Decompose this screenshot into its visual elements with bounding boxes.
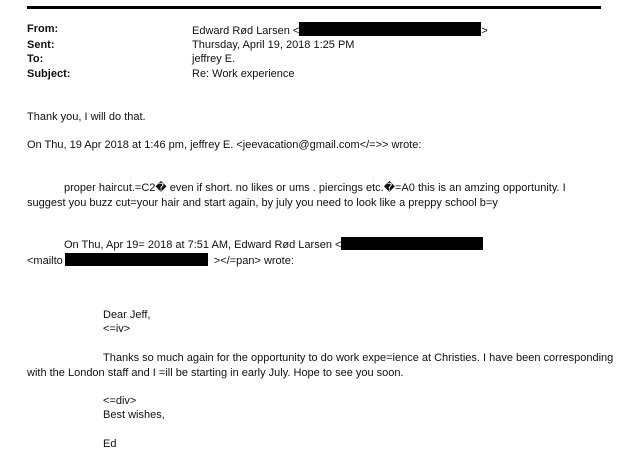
header-subject-row [27, 67, 607, 83]
from-name: Edward Rød Larsen < [192, 25, 300, 37]
quote1-attribution: On Thu, 19 Apr 2018 at 1:46 pm, jeffrey E. <jeevacation@gmail.com</=>> wrote: [27, 139, 422, 151]
redaction-block [341, 237, 483, 250]
tag2: <=div> [103, 395, 137, 407]
quote1-line1: proper haircut.=C2� even if short. no likes or ums . piercings etc.�=A0 this is an amzing opportunity. I [64, 182, 566, 194]
redaction-block [65, 253, 208, 266]
quote2-mailto-suffix: ></=pan> wrote: [213, 255, 294, 267]
subject-label: Subject: [27, 68, 71, 80]
from-value [192, 22, 488, 39]
redaction-block [299, 22, 481, 36]
from-end: > [481, 25, 488, 37]
quote2-attribution: On Thu, Apr 19= 2018 at 7:51 AM, Edward Rød Larsen < [64, 239, 342, 251]
greeting: Dear Jeff, [103, 309, 151, 321]
subject-value: Re: Work experience [192, 68, 295, 80]
reply-text: Thank you, I will do that. [27, 111, 146, 123]
quote2-mailto-row [27, 253, 294, 269]
from-label: From: [27, 23, 59, 35]
quote1-line2: suggest you buzz cut=your hair and start again, by july you need to look like a preppy school b=y [27, 197, 498, 209]
sent-label: Sent: [27, 39, 55, 51]
tag1: <=iv> [103, 323, 131, 335]
para-line2: with the London staff and I =ill be starting in early July. Hope to see you soon. [27, 367, 404, 379]
to-value: jeffrey E. [192, 53, 236, 65]
sent-value: Thursday, April 19, 2018 1:25 PM [192, 39, 355, 51]
top-rule [27, 6, 601, 9]
header-from-row [27, 22, 607, 38]
header-to-row [27, 52, 607, 68]
signature: Ed [103, 438, 117, 450]
to-label: To: [27, 53, 44, 65]
quote2-mailto-prefix: <mailto [27, 255, 63, 267]
closing: Best wishes, [103, 409, 165, 421]
quote2-attribution-row [64, 237, 483, 253]
para-line1: Thanks so much again for the opportunity to do work expe=ience at Christies. I have been corresponding [103, 352, 614, 364]
